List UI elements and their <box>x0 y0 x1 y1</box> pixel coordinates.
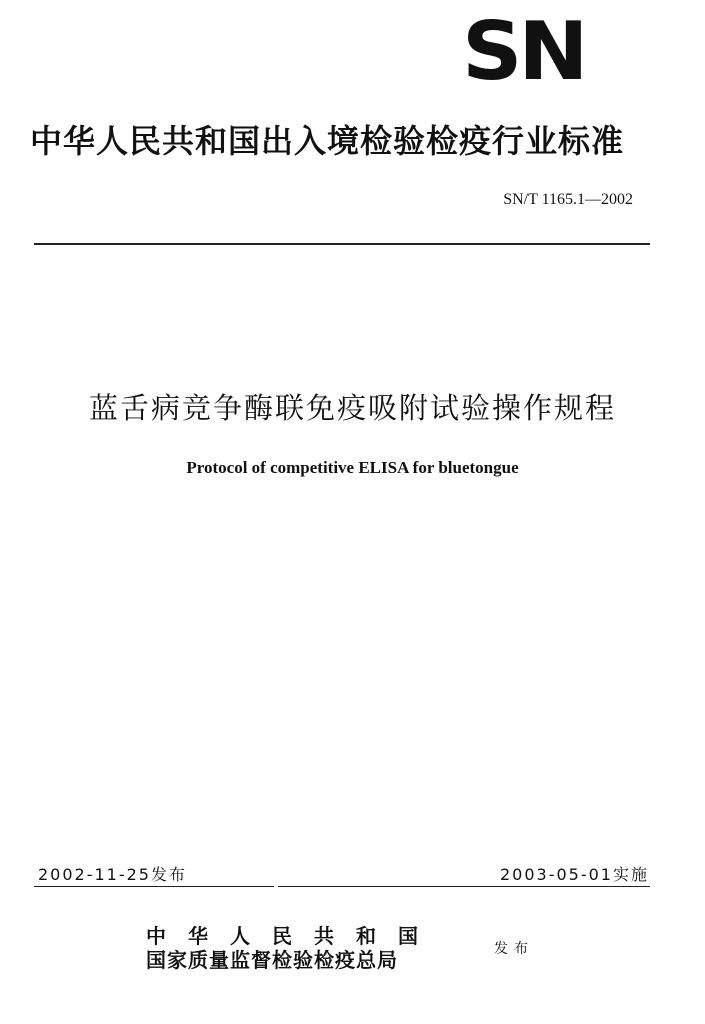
sn-logo: SN <box>462 5 585 98</box>
issue-date: 2002-11-25发布 <box>38 865 187 884</box>
document-title-chinese: 蓝舌病竞争酶联免疫吸附试验操作规程 <box>88 391 616 425</box>
publisher-block <box>146 924 476 972</box>
publisher-line-2: 国家质量监督检验检疫总局 <box>146 948 398 972</box>
issuing-agency-heading: 中华人民共和国出入境检验检疫行业标准 <box>30 122 625 160</box>
document-title-english: Protocol of competitive ELISA for bluetongue <box>186 458 519 477</box>
header-divider <box>34 243 650 245</box>
footer-divider-right <box>278 886 650 887</box>
publish-label: 发布 <box>494 941 534 957</box>
implementation-date: 2003-05-01实施 <box>500 865 649 884</box>
publisher-line-1: 中华人民共和国 <box>146 924 440 948</box>
standard-number: SN/T 1165.1—2002 <box>503 191 633 208</box>
footer-divider-left <box>34 886 274 887</box>
